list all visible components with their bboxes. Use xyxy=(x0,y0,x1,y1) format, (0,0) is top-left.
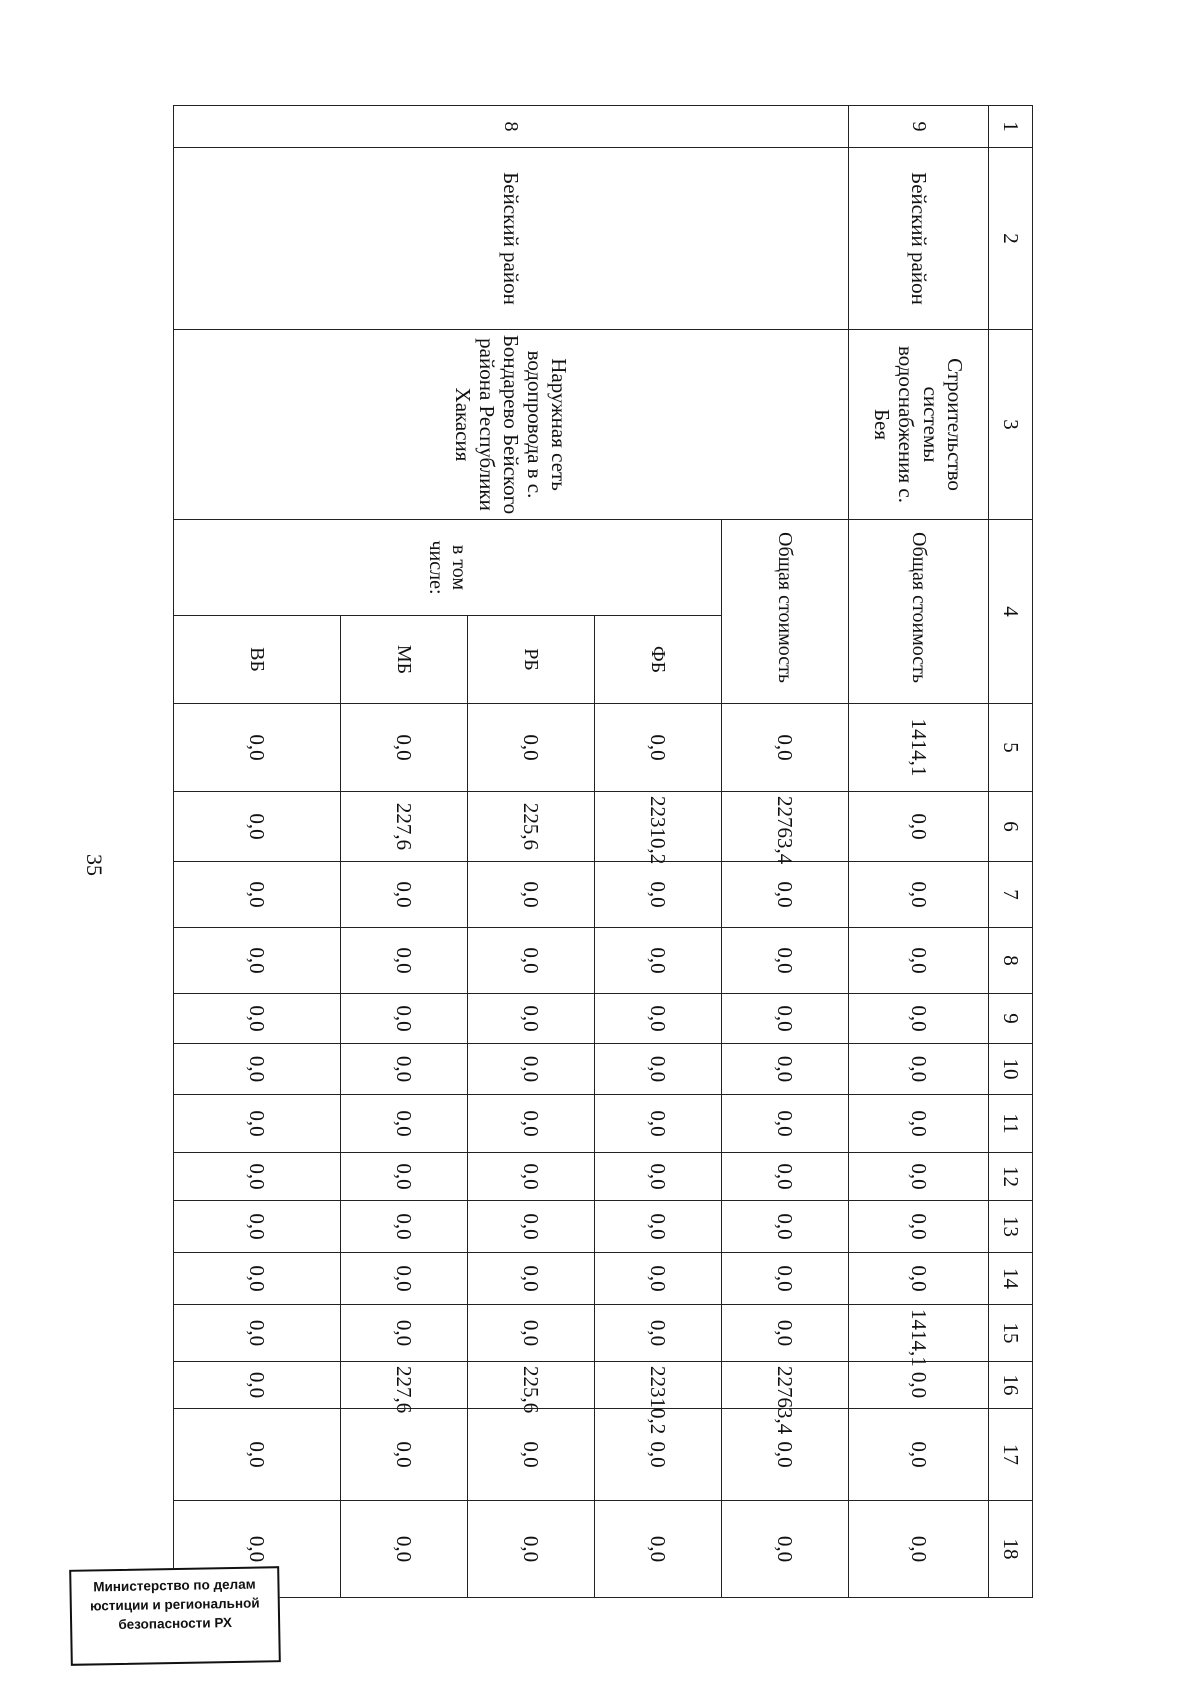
value-cell: 0,0 xyxy=(174,862,341,928)
object-cell: Наружная сеть водопровода в с. Бондарево Бейского района Республики Хакасия xyxy=(174,330,849,520)
value-cell: 1414,1 xyxy=(848,1305,989,1362)
column-number: 5 xyxy=(989,704,1033,792)
value-cell: 0,0 xyxy=(721,928,848,994)
table-row xyxy=(721,106,848,1598)
page-number: 35 xyxy=(82,854,107,876)
value-cell: 22310,2 xyxy=(594,792,721,862)
column-number: 10 xyxy=(989,1044,1033,1095)
value-cell: 0,0 xyxy=(721,1201,848,1253)
column-number: 6 xyxy=(989,792,1033,862)
value-cell: 0,0 xyxy=(594,1501,721,1598)
value-cell: 0,0 xyxy=(174,1305,341,1362)
value-cell: 0,0 xyxy=(174,1201,341,1253)
value-cell: 0,0 xyxy=(174,1253,341,1305)
value-cell: 0,0 xyxy=(848,994,989,1044)
value-cell: 0,0 xyxy=(594,704,721,792)
column-number: 4 xyxy=(989,520,1033,704)
value-cell: 0,0 xyxy=(174,1044,341,1095)
value-cell: 0,0 xyxy=(174,1095,341,1153)
value-cell: 0,0 xyxy=(848,1501,989,1598)
table-container xyxy=(173,105,1033,1595)
value-cell: 0,0 xyxy=(467,1305,594,1362)
value-cell: 0,0 xyxy=(467,1095,594,1153)
value-cell: 0,0 xyxy=(340,1305,467,1362)
value-cell: 0,0 xyxy=(594,1305,721,1362)
value-cell: 22310,2 xyxy=(594,1362,721,1409)
value-cell: 0,0 xyxy=(340,1044,467,1095)
value-cell: 0,0 xyxy=(174,792,341,862)
value-cell: 0,0 xyxy=(848,1201,989,1253)
value-cell: 0,0 xyxy=(721,994,848,1044)
cost-type-cell: Общая стоимость xyxy=(848,520,989,704)
object-cell: Строительство системы водоснабжения с. Бея xyxy=(848,330,989,520)
value-cell: 0,0 xyxy=(467,1501,594,1598)
value-cell: 0,0 xyxy=(467,1253,594,1305)
value-cell: 0,0 xyxy=(848,862,989,928)
cost-type-cell: Общая стоимость xyxy=(721,520,848,704)
column-number: 18 xyxy=(989,1501,1033,1598)
column-number-row xyxy=(989,106,1033,1598)
value-cell: 0,0 xyxy=(340,862,467,928)
value-cell: 22763,4 xyxy=(721,792,848,862)
value-cell: 0,0 xyxy=(174,928,341,994)
value-cell: 0,0 xyxy=(594,1253,721,1305)
column-number: 15 xyxy=(989,1305,1033,1362)
value-cell: 0,0 xyxy=(467,994,594,1044)
value-cell: 0,0 xyxy=(848,1095,989,1153)
value-cell: 0,0 xyxy=(594,928,721,994)
value-cell: 0,0 xyxy=(174,1409,341,1501)
value-cell: 225,6 xyxy=(467,792,594,862)
value-cell: 0,0 xyxy=(848,1044,989,1095)
row-number: 9 xyxy=(848,106,989,148)
value-cell: 0,0 xyxy=(594,1409,721,1501)
value-cell: 0,0 xyxy=(340,1253,467,1305)
value-cell: 0,0 xyxy=(848,1409,989,1501)
value-cell: 0,0 xyxy=(721,862,848,928)
column-number: 8 xyxy=(989,928,1033,994)
value-cell: 0,0 xyxy=(848,1362,989,1409)
column-number: 2 xyxy=(989,148,1033,330)
value-cell: 0,0 xyxy=(721,1305,848,1362)
value-cell: 0,0 xyxy=(467,1409,594,1501)
column-number: 17 xyxy=(989,1409,1033,1501)
value-cell: 0,0 xyxy=(721,1095,848,1153)
value-cell: 0,0 xyxy=(594,862,721,928)
value-cell: 0,0 xyxy=(721,1501,848,1598)
table-row xyxy=(848,106,989,1598)
value-cell: 22763,4 xyxy=(721,1362,848,1409)
value-cell: 225,6 xyxy=(467,1362,594,1409)
value-cell: 0,0 xyxy=(848,928,989,994)
column-number: 1 xyxy=(989,106,1033,148)
value-cell: 0,0 xyxy=(721,1153,848,1201)
column-number: 11 xyxy=(989,1095,1033,1153)
value-cell: 227,6 xyxy=(340,1362,467,1409)
value-cell: 0,0 xyxy=(340,1153,467,1201)
row-number: 8 xyxy=(174,106,849,148)
value-cell: 0,0 xyxy=(340,994,467,1044)
value-cell: 0,0 xyxy=(340,928,467,994)
financing-table xyxy=(173,105,1033,1598)
value-cell: 0,0 xyxy=(848,792,989,862)
column-number: 9 xyxy=(989,994,1033,1044)
value-cell: 0,0 xyxy=(848,1153,989,1201)
value-cell: 0,0 xyxy=(467,1044,594,1095)
stamp-line: юстиции и региональной xyxy=(89,1595,260,1614)
cost-type-cell: ВБ xyxy=(174,616,341,704)
value-cell: 0,0 xyxy=(721,1044,848,1095)
district-cell: Бейский район xyxy=(848,148,989,330)
column-number: 16 xyxy=(989,1362,1033,1409)
value-cell: 0,0 xyxy=(594,1201,721,1253)
value-cell: 0,0 xyxy=(174,1153,341,1201)
value-cell: 0,0 xyxy=(467,1201,594,1253)
column-number: 7 xyxy=(989,862,1033,928)
value-cell: 0,0 xyxy=(721,1409,848,1501)
value-cell: 0,0 xyxy=(594,994,721,1044)
stamp-line: Министерство по делам xyxy=(93,1576,256,1595)
value-cell: 0,0 xyxy=(721,1253,848,1305)
value-cell: 0,0 xyxy=(848,1253,989,1305)
value-cell: 0,0 xyxy=(340,1501,467,1598)
column-number: 3 xyxy=(989,330,1033,520)
value-cell: 0,0 xyxy=(594,1153,721,1201)
column-number: 13 xyxy=(989,1201,1033,1253)
subheader-cell: в том числе: xyxy=(174,520,722,616)
value-cell: 0,0 xyxy=(340,1201,467,1253)
value-cell: 0,0 xyxy=(174,994,341,1044)
value-cell: 0,0 xyxy=(467,704,594,792)
value-cell: 0,0 xyxy=(340,1409,467,1501)
district-cell: Бейский район xyxy=(174,148,849,330)
value-cell: 0,0 xyxy=(340,704,467,792)
value-cell: 0,0 xyxy=(721,704,848,792)
value-cell: 0,0 xyxy=(340,1095,467,1153)
value-cell: 227,6 xyxy=(340,792,467,862)
ministry-stamp xyxy=(69,1566,281,1666)
cost-type-cell: РБ xyxy=(467,616,594,704)
value-cell: 0,0 xyxy=(594,1044,721,1095)
value-cell: 0,0 xyxy=(467,862,594,928)
value-cell: 0,0 xyxy=(594,1095,721,1153)
value-cell: 0,0 xyxy=(174,1501,341,1598)
column-number: 12 xyxy=(989,1153,1033,1201)
value-cell: 0,0 xyxy=(174,1362,341,1409)
stamp-line: безопасности РХ xyxy=(118,1615,233,1632)
cost-type-cell: МБ xyxy=(340,616,467,704)
column-number: 14 xyxy=(989,1253,1033,1305)
value-cell: 0,0 xyxy=(467,928,594,994)
cost-type-cell: ФБ xyxy=(594,616,721,704)
value-cell: 0,0 xyxy=(174,704,341,792)
value-cell: 0,0 xyxy=(467,1153,594,1201)
value-cell: 1414,1 xyxy=(848,704,989,792)
